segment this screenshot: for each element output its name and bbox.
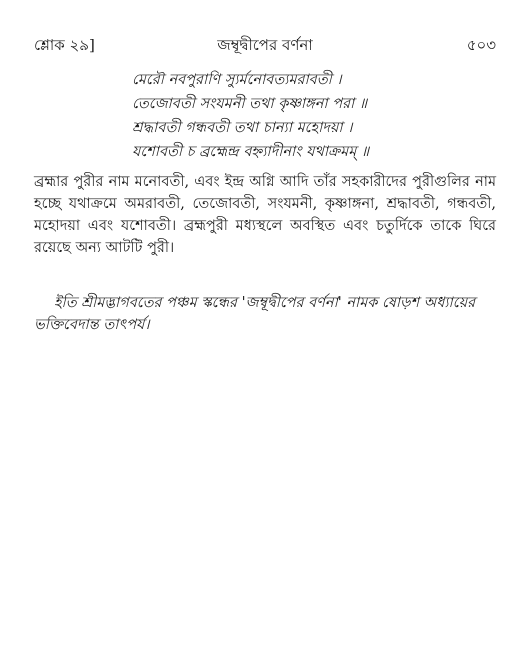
page-header <box>34 34 496 54</box>
chapter-title: জম্বূদ্বীপের বর্ণনা <box>217 36 313 54</box>
sanskrit-verse <box>132 68 369 164</box>
verse-line: মেরৌ নবপুরাণি স্যুর্মনোবত্যমরাবতী । <box>132 72 342 88</box>
purport-paragraph: ব্রহ্মার পুরীর নাম মনোবতী, এবং ইন্দ্র অগ্নি আদি তাঁর সহকারীদের পুরীগুলির নাম হচ্ছে যথাক্রমে অমরাবতী, তেজোবতী, সংযমনী, কৃষ্ণাঙ্গনা, শ্রদ্ধাবতী, গন্ধবতী, মহোদয়া এবং যশোবতী। ব্রহ্মপুরী মধ্যস্থলে অবস্থিত এবং চতুর্দিকে তাকে ঘিরে রয়েছে অন্য আটটি পুরী। <box>34 174 496 256</box>
chapter-closing-note: ইতি শ্রীমদ্ভাগবতের পঞ্চম স্কন্ধের 'জম্বূদ্বীপের বর্ণনা' নামক ষোড়শ অধ্যায়ের ভক্তিবেদান্ত তাৎপর্য। <box>34 295 476 333</box>
verse-line: তেজোবতী সংযমনী তথা কৃষ্ণাঙ্গনা পরা ॥ <box>132 96 368 112</box>
verse-line: শ্রদ্ধাবতী গন্ধবতী তথা চান্যা মহোদয়া । <box>132 120 353 136</box>
page-number: ৫০৩ <box>466 36 496 54</box>
verse-line: যশোবতী চ ব্রহ্মেন্দ্র বহ্ন্যাদীনাং যথাক্রমম্ ॥ <box>132 144 370 160</box>
verse-reference: শ্লোক ২৯] <box>34 36 95 54</box>
